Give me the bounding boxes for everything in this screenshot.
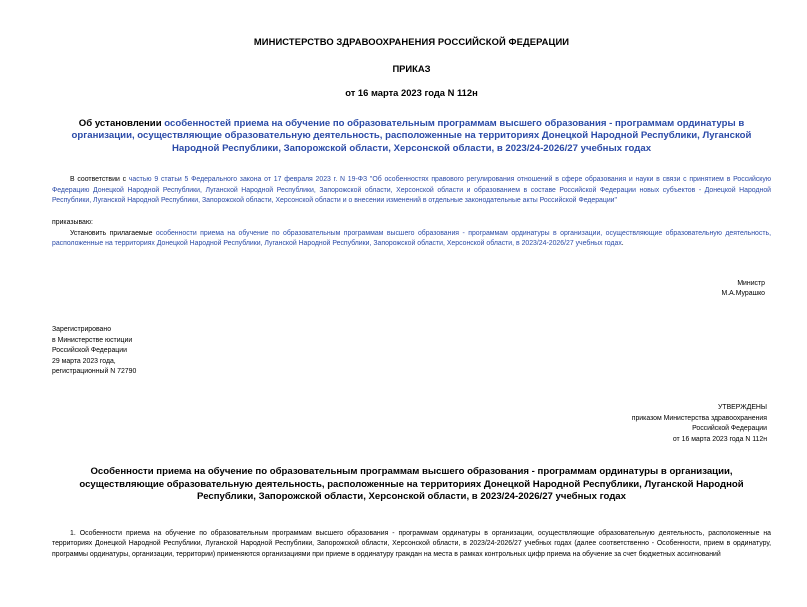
order-type: ПРИКАЗ — [392, 63, 431, 74]
features-link[interactable]: особенности приема на обучение по образовательным программам высшего образования - программам ординатуры в организации, осуществляющие образовательную деятельность, расположенные на территориях Донецкой Народной Республики, Луганской Народной Республики, Запорожской области, Херсонской области, в 2023/24-2026/27 учебных годах — [52, 229, 771, 248]
approval-line: УТВЕРЖДЕНЫ — [718, 403, 767, 411]
order-title — [52, 118, 771, 155]
preamble-prefix: В соответствии с — [70, 176, 129, 184]
signature-block — [52, 279, 771, 300]
approval-line: Российской Федерации — [692, 425, 767, 433]
title-link[interactable]: особенностей приема на обучение по образовательным программам высшего образования - программам ординатуры в организации, осуществляющие образовательную деятельность, расположенные на территориях Донецкой Народной Республики, Луганской Народной Республики, Запорожской области, Херсонской области, в 2023/24-2026/27 учебных годах — [71, 118, 752, 154]
preamble-paragraph — [52, 175, 771, 207]
directive-suffix: . — [621, 240, 624, 248]
signature-position: Министр — [737, 279, 765, 287]
ministry-name: МИНИСТЕРСТВО ЗДРАВООХРАНЕНИЯ РОССИЙСКОЙ ФЕДЕРАЦИИ — [253, 36, 570, 47]
directive-paragraph — [52, 229, 771, 250]
features-title: Особенности приема на обучение по образовательным программам высшего образования - программам ординатуры в организации, осуществляющие образовательную деятельность, расположенные на территориях Донецкой Народной Республики, Луганской Народной Республики, Запорожской области, Херсонской области, в 2023/24-2026/27 учебных годах — [79, 466, 744, 503]
approval-line: приказом Министерства здравоохранения — [631, 414, 767, 422]
registration-line: 29 марта 2023 года, — [52, 357, 116, 365]
document-page — [0, 36, 807, 607]
approval-block — [52, 403, 771, 445]
registration-line: регистрационный N 72790 — [52, 368, 137, 376]
directive-prefix: Установить прилагаемые — [70, 229, 156, 237]
title-prefix: Об установлении — [78, 118, 165, 129]
registration-line: в Министерстве юстиции — [52, 336, 133, 344]
registration-block — [52, 325, 771, 378]
approval-line: от 16 марта 2023 года N 112н — [672, 435, 767, 443]
order-date: от 16 марта 2023 года N 112н — [345, 87, 478, 98]
signature-name: М.А.Мурашко — [721, 290, 765, 298]
federal-law-link[interactable]: частью 9 статьи 5 Федерального закона от 17 февраля 2023 г. N 19-ФЗ "Об особенностях правового регулирования отношений в сфере образования и науки в связи с принятием в Российскую Федерацию Донецкой Народной Республики, Луганской Народной Республики, Запорожской области, Херсонской области и образованием в составе Российской Федерации новых субъектов - Донецкой Народной Республики, Луганской Народной Республики, Запорожской области, Херсонской области и о внесении изменений в отдельные законодательные акты Российской Федерации" — [52, 176, 771, 205]
registration-line: Зарегистрировано — [52, 325, 112, 333]
paragraph-1: 1. Особенности приема на обучение по образовательным программам высшего образования - программам ординатуры в организации, осуществляющие образовательную деятельность, расположенные на территориях Донецкой Народной Республики, Луганской Народной Республики, Запорожской области, Херсонской области, в 2023/24-2026/27 учебных годах (далее соответственно - Особенности, прием в ординатуру, программы ординатуры, организации, территории) применяются организациями при приеме в ординатуру граждан на места в рамках контрольных цифр приема на обучение за счет бюджетных ассигнований — [52, 529, 771, 558]
registration-line: Российской Федерации — [52, 347, 127, 355]
order-word: приказываю: — [52, 219, 93, 226]
